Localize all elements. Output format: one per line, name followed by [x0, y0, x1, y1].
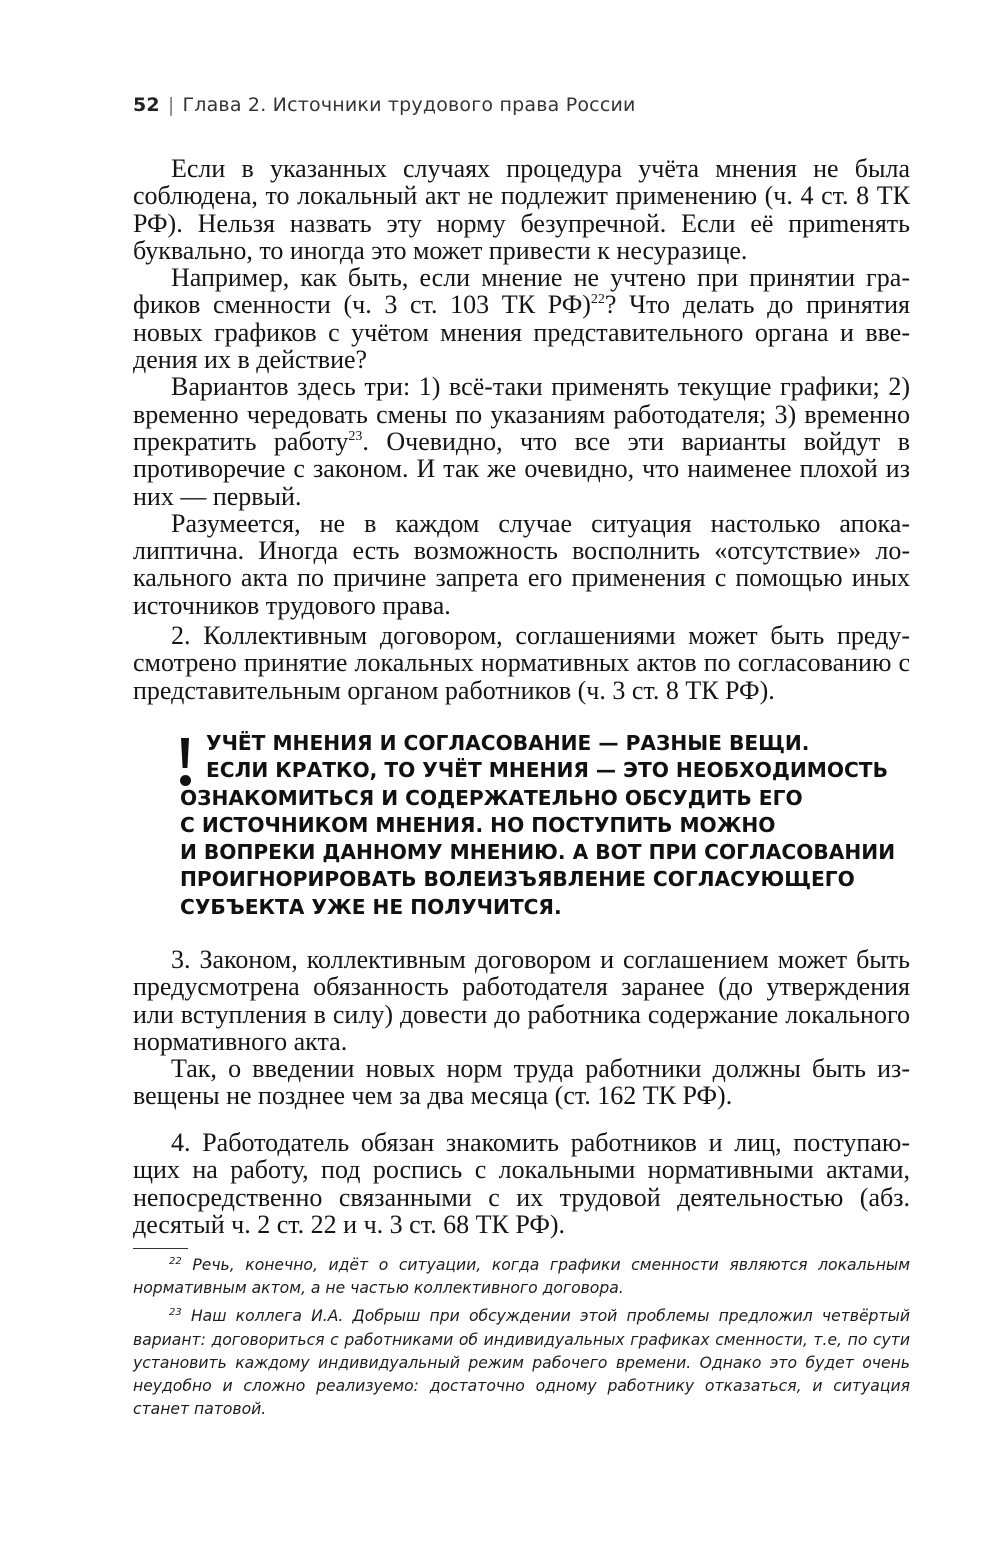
- footnote-divider: [133, 1248, 188, 1249]
- page-number: 52: [133, 94, 160, 116]
- footnotes: [133, 1254, 910, 1426]
- footnote-text: Наш коллега И.А. Добрыш при обсуждении этой проблемы предложил четвёртый вариант: договориться с работниками об индивидуальных графиках сменности, т.е, по сути установить каждому индивидуальный режим рабочего времени. Однако это будет очень неудобно и сложно реализуемо: достаточно одному работнику отказаться, и ситуация станет патовой.: [133, 1307, 910, 1419]
- footnote-22: [133, 1254, 910, 1300]
- footnote-text: Речь, конечно, идёт о ситуации, когда графики сменности являются локальным нормативным актом, а не частью коллективного договора.: [133, 1256, 910, 1298]
- callout-line: И ВОПРЕКИ ДАННОМУ МНЕНИЮ. А ВОТ ПРИ СОГЛАСОВАНИИ: [180, 840, 896, 865]
- exclamation-icon: [178, 738, 198, 794]
- paragraph: Если в указанных случаях процедура учёта мнения не была соблюдена, то локальный акт не подлежит применению (ч. 4 ст. 8 ТК РФ). Нельзя назвать эту норму безупречной. Если её приmенять буквально, то иногда это может привести к несуразице.: [133, 154, 910, 265]
- paragraph-text: Вариантов здесь три: 1) всё-таки применять текущие графики; 2) временно чередовать смены по указаниям работодателя; 3) временно прекратить работу: [133, 372, 910, 456]
- paragraph-text: ? Что делать до принятия новых графиков с учётом мнения представительного органа и введения их в действие?: [133, 290, 911, 375]
- callout-line: СУБЪЕКТА УЖЕ НЕ ПОЛУЧИТСЯ.: [180, 894, 562, 919]
- footnote-number: 23: [169, 1307, 182, 1319]
- callout-line: ЕСЛИ КРАТКО, ТО УЧЁТ МНЕНИЯ — ЭТО НЕОБХОДИМОСТЬ: [206, 758, 888, 783]
- chapter-title: Глава 2. Источники трудового права России: [182, 94, 636, 116]
- section-2-text: [133, 622, 910, 704]
- paragraph: [133, 264, 910, 373]
- running-header: [133, 94, 636, 116]
- paragraph: [133, 373, 910, 509]
- callout-box: [180, 730, 900, 921]
- section-1-text: [133, 155, 910, 619]
- paragraph: 4. Работодатель обязан знакомить работников и лиц, поступающих на работу, под роспись с локальными нормативными актами, непосредственно связанными с их трудовой деятельностью (абз. десятый ч. 2 ст. 22 и ч. 3 ст. 68 ТК РФ).: [133, 1128, 910, 1239]
- footnote-ref-23[interactable]: 23: [348, 428, 363, 444]
- section-3-text: [133, 946, 910, 1110]
- callout-line: С ИСТОЧНИКОМ МНЕНИЯ. НО ПОСТУПИТЬ МОЖНО: [180, 812, 776, 837]
- footnote-23: [133, 1305, 910, 1421]
- paragraph: 2. Коллективным договором, соглашениями может быть предусмотрено принятие локальных нормативных актов по согласованию с представительным органом работников (ч. 3 ст. 8 ТК РФ).: [133, 621, 910, 705]
- paragraph: Разумеется, не в каждом случае ситуация настолько апокалиптична. Иногда есть возможность восполнить «отсутствие» локального акта по причине запрета его применения с помощью иных источников трудового права.: [133, 508, 910, 620]
- footnote-number: 22: [169, 1256, 182, 1267]
- callout-line: ПРОИГНОРИРОВАТЬ ВОЛЕИЗЪЯВЛЕНИЕ СОГЛАСУЮЩЕГО: [180, 867, 855, 892]
- paragraph-text: . Очевидно, что все эти варианты войдут в противоречие с законом. И так же очевидно, что наименее плохой из них — первый.: [133, 426, 910, 511]
- footnote-ref-22[interactable]: 22: [590, 292, 605, 308]
- header-separator: |: [167, 94, 175, 116]
- paragraph: Так, о введении новых норм труда работники должны быть извещены не позднее чем за два месяца (ст. 162 ТК РФ).: [133, 1054, 910, 1111]
- callout-line: УЧЁТ МНЕНИЯ И СОГЛАСОВАНИЕ — РАЗНЫЕ ВЕЩИ.: [206, 731, 810, 755]
- paragraph-text: Например, как быть, если мнение не учтено при принятии графиков сменности (ч. 3 ст. 103 ТК РФ): [133, 263, 910, 320]
- paragraph: 3. Законом, коллективным договором и соглашением может быть предусмотрена обязанность работодателя заранее (до утверждения или вступления в силу) довести до работника содержание локального нормативного акта.: [133, 945, 910, 1056]
- callout-line: ОЗНАКОМИТЬСЯ И СОДЕРЖАТЕЛЬНО ОБСУДИТЬ ЕГО: [180, 785, 803, 810]
- section-4-text: [133, 1129, 910, 1238]
